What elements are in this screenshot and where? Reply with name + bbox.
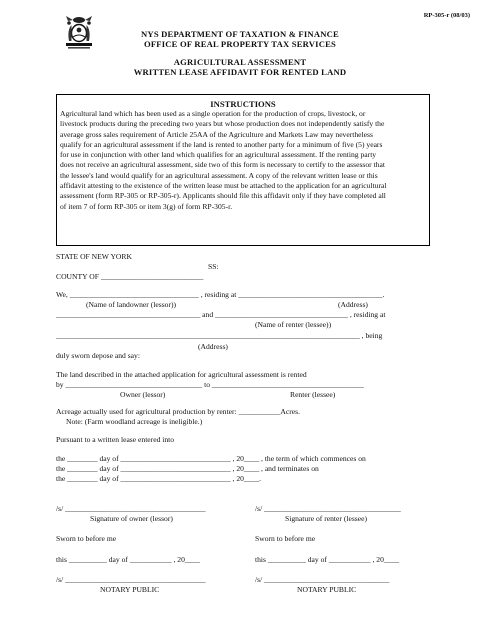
office-title: OFFICE OF REAL PROPERTY TAX SERVICES	[143, 39, 337, 49]
landowner-label: (Name of landowner (lessor))	[86, 300, 177, 309]
sworn-left: Sworn to before me	[56, 534, 117, 543]
renter-signature-label: Signature of renter (lessee)	[285, 514, 368, 523]
lease-date-field[interactable]: the ________ day of _____________________________ , 20____ , the term of which commences on	[56, 454, 366, 463]
instructions-line: qualify for an agricultural assessment if the land is rented to another party for a minimum of five (5) years	[60, 139, 383, 149]
instructions-line: of item 7 of form RP-305 or item 3(g) of form RP-305-r.	[60, 201, 233, 211]
acreage-note: Note: (Farm woodland acreage is ineligible.)	[66, 417, 203, 426]
county-field[interactable]: COUNTY OF ___________________________	[56, 272, 204, 281]
notary-right-label: NOTARY PUBLIC	[297, 585, 357, 594]
instructions-heading: INSTRUCTIONS	[210, 99, 276, 109]
land-statement: The land described in the attached application for agricultural assessment is rented	[56, 370, 307, 379]
renter-signature-field[interactable]: /s/ ____________________________________	[255, 504, 401, 513]
ss-label: SS:	[208, 262, 219, 271]
renter-address-field[interactable]: ________________________________________________________________________________ , being	[56, 331, 383, 340]
sworn-right: Sworn to before me	[255, 534, 316, 543]
commence-date-field[interactable]: the ________ day of _____________________________ , 20____ , and terminates on	[56, 464, 319, 473]
instructions-line: Agricultural land which has been used as a single operation for the production of crops, livestock, or	[60, 109, 366, 118]
instructions-box	[56, 94, 430, 246]
notary-right-signature-field[interactable]: /s/ _________________________________	[255, 575, 390, 584]
renter-label: (Name of renter (lessee))	[255, 320, 332, 329]
address-label-2: (Address)	[198, 342, 228, 351]
pursuant-statement: Pursuant to a written lease entered into	[56, 435, 175, 444]
notary-left-signature-field[interactable]: /s/ _____________________________________	[56, 575, 206, 584]
instructions-line: does not receive an agricultural assessment, side two of this form is necessary to certify to the assessor that	[60, 160, 385, 170]
instructions-text	[60, 109, 426, 212]
department-title: NYS DEPARTMENT OF TAXATION & FINANCE	[141, 29, 339, 39]
owner-renter-field[interactable]: by ____________________________________ to ________________________________________	[56, 380, 364, 389]
instructions-line: livestock products during the preceding two years but whose production does not independently satisfy the	[60, 119, 385, 129]
form-number: RP-305-r (08/03)	[423, 12, 470, 19]
notary-left-label: NOTARY PUBLIC	[100, 585, 160, 594]
instructions-line: the lessee's land would qualify for an agricultural assessment. A copy of the relevant written lease or this	[60, 170, 378, 180]
instructions-line: for use in conjunction with other land which qualifies for an agricultural assessment. If the renting party	[60, 150, 377, 160]
form-title-line2: WRITTEN LEASE AFFIDAVIT FOR RENTED LAND	[133, 67, 347, 77]
sworn-statement: duly sworn depose and say:	[56, 351, 140, 360]
owner-signature-field[interactable]: /s/ _____________________________________	[56, 504, 206, 513]
acreage-field[interactable]: Acreage actually used for agricultural production by renter: ___________Acres.	[56, 407, 300, 416]
landowner-name-field[interactable]: We, __________________________________ , residing at ______________________________________.	[56, 290, 385, 299]
state-line: STATE OF NEW YORK	[56, 252, 132, 261]
notary-date-left-field[interactable]: this __________ day of ___________ , 20____	[56, 555, 201, 564]
instructions-line: affidavit attesting to the existence of the written lease must be attached to the application for an agricultural	[60, 181, 387, 191]
instructions-line: assessment (form RP-305 or RP-305-r). Applicants should file this affidavit only if they have completed all	[60, 191, 386, 201]
notary-date-right-field[interactable]: this __________ day of ___________ , 20____	[255, 555, 400, 564]
renter-lessee-label: Renter (lessee)	[290, 390, 336, 399]
instructions-line: average gross sales requirement of Article 25AA of the Agriculture and Markets Law may nevertheless	[60, 129, 373, 139]
owner-label: Owner (lessor)	[120, 390, 166, 399]
owner-signature-label: Signature of owner (lessor)	[90, 514, 173, 523]
renter-name-field[interactable]: ______________________________________ and ___________________________________ , residing at	[56, 310, 386, 319]
address-label: (Address)	[338, 300, 368, 309]
form-title-line1: AGRICULTURAL ASSESSMENT	[173, 57, 307, 67]
terminate-date-field[interactable]: the ________ day of _____________________________ , 20____.	[56, 474, 262, 483]
